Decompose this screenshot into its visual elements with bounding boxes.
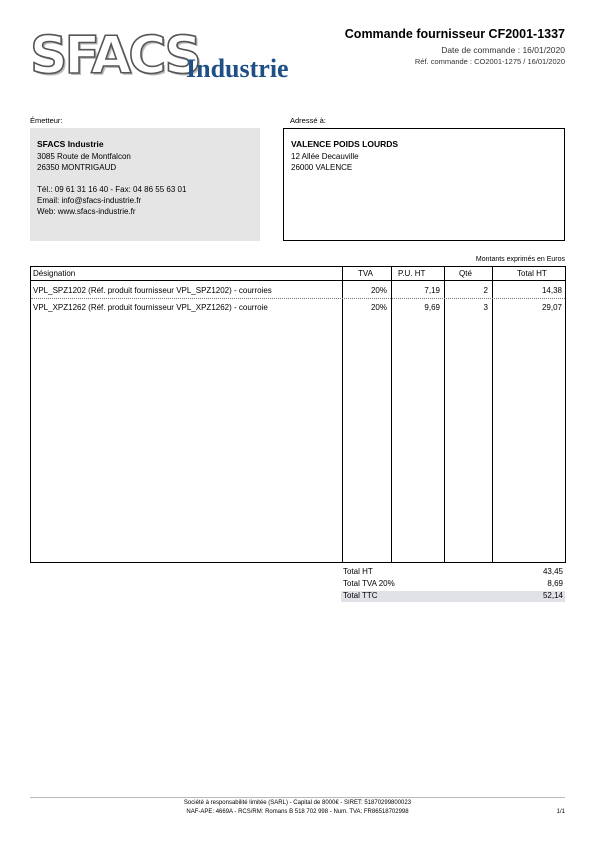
total-ht-label: Total HT	[343, 567, 373, 576]
total-ht-row	[341, 567, 565, 578]
header-unit-price: P.U. HT	[398, 269, 426, 278]
table-row-tva: 20%	[370, 303, 387, 312]
page-number: 1/1	[556, 809, 565, 815]
order-date: Date de commande : 16/01/2020	[441, 45, 565, 55]
row-separator	[31, 298, 565, 299]
table-row-unit-price: 7,19	[424, 286, 440, 295]
issuer-web: Web: www.sfacs-industrie.fr	[37, 207, 136, 216]
issuer-box	[30, 128, 260, 241]
logo-mark: SFACS	[30, 26, 199, 86]
recipient-name: VALENCE POIDS LOURDS	[291, 139, 399, 149]
issuer-name: SFACS Industrie	[37, 139, 104, 149]
footer-legal-2: NAF-APE: 4669A - RCS/RM: Romans B 518 702 998 - Num. TVA: FR86518702998	[186, 809, 409, 815]
recipient-address-2: 26000 VALENCE	[291, 163, 353, 172]
order-lines-table	[30, 266, 566, 563]
table-row-total: 14,38	[541, 286, 562, 295]
logo-word: Industrie	[186, 54, 289, 83]
total-ht-value: 43,45	[542, 567, 563, 576]
header-total: Total HT	[517, 269, 547, 278]
issuer-address-2: 26350 MONTRIGAUD	[37, 163, 117, 172]
table-row-designation: VPL_SPZ1202 (Réf. produit fournisseur VPL_SPZ1202) - courroies	[33, 286, 272, 295]
issuer-email: Email: info@sfacs-industrie.fr	[37, 196, 142, 205]
issuer-phone: Tél.: 09 61 31 16 40 - Fax: 04 86 55 63 01	[37, 185, 187, 194]
footer-legal-1: Société à responsabilité limitée (SARL) - Capital de 8000€ - SIRET: 51870299800023	[183, 800, 412, 806]
order-reference: Réf. commande : CO2001-1275 / 16/01/2020	[414, 57, 565, 66]
total-ttc-label: Total TTC	[343, 591, 378, 600]
table-row-quantity: 2	[483, 286, 488, 295]
recipient-box	[283, 128, 565, 241]
company-logo	[30, 26, 320, 90]
header-tva: TVA	[358, 269, 373, 278]
header-designation: Désignation	[33, 269, 76, 278]
total-tva-label: Total TVA 20%	[343, 579, 395, 588]
issuer-address-1: 3085 Route de Montfalcon	[37, 152, 131, 161]
table-row-total: 29,07	[541, 303, 562, 312]
document-title: Commande fournisseur CF2001-1337	[344, 27, 565, 41]
total-tva-row	[341, 579, 565, 590]
table-row-designation: VPL_XPZ1262 (Réf. produit fournisseur VPL_XPZ1262) - courroie	[33, 303, 268, 312]
total-tva-value: 8,69	[547, 579, 563, 588]
issuer-label: Émetteur:	[30, 116, 63, 125]
table-row-quantity: 3	[483, 303, 488, 312]
currency-note: Montants exprimés en Euros	[475, 256, 565, 263]
total-ttc-row	[341, 591, 565, 602]
recipient-label: Adressé à:	[290, 116, 326, 125]
table-row-unit-price: 9,69	[424, 303, 440, 312]
footer-divider	[30, 797, 565, 798]
header-divider	[31, 280, 565, 281]
header-quantity: Qté	[459, 269, 472, 278]
table-row-tva: 20%	[370, 286, 387, 295]
recipient-address-1: 12 Allée Decauville	[291, 152, 359, 161]
total-ttc-value: 52,14	[542, 591, 563, 600]
